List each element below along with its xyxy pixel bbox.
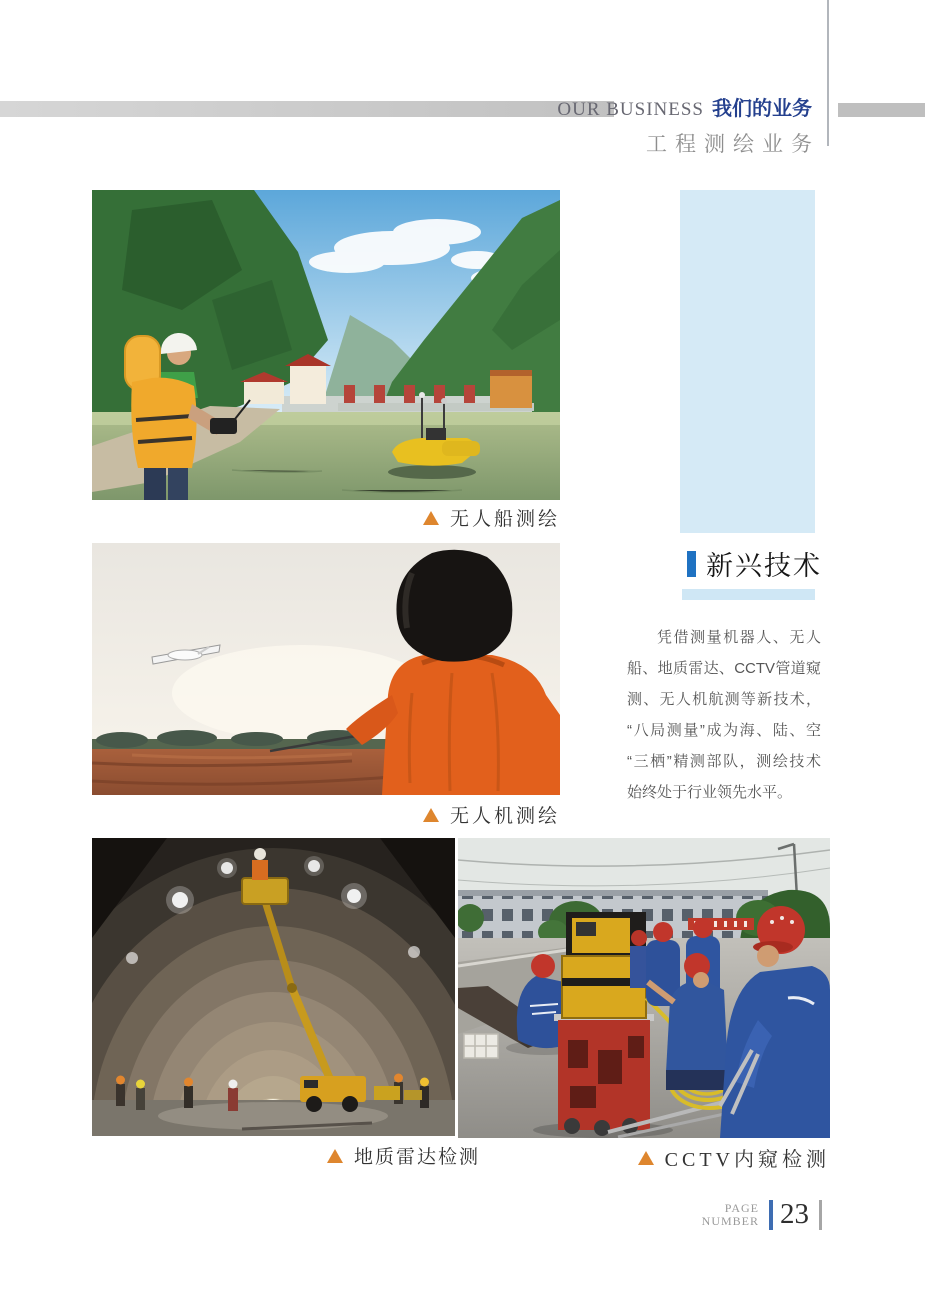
- sidebar-lightblue-panel: [680, 190, 815, 533]
- caption-text: CCTV内窥检测: [664, 1149, 830, 1171]
- caption-tunnel-radar: [327, 1142, 480, 1169]
- page-footer: [702, 1198, 822, 1231]
- caption-cctv: [638, 1143, 830, 1172]
- caption-triangle-icon: [423, 808, 439, 822]
- header-title-zh: 我们的业务: [712, 98, 812, 120]
- tunnel-illustration: [92, 838, 455, 1136]
- paragraph-line: 始终处于行业领先水平。: [627, 784, 793, 801]
- page-header: [557, 92, 820, 158]
- unmanned-boat-illustration: [92, 190, 560, 500]
- uav-photo: [92, 543, 560, 795]
- paragraph-line: “三栖”精测部队，测绘技术: [627, 753, 821, 770]
- paragraph-line: 船、地质雷达、CCTV管道窥: [627, 660, 821, 677]
- caption-uav: [423, 801, 560, 828]
- header-gray-band-left: [0, 101, 614, 117]
- cctv-inspection-photo: [458, 838, 830, 1138]
- header-subtitle: 工程测绘业务: [646, 133, 820, 156]
- unmanned-boat-photo: [92, 190, 560, 500]
- caption-unmanned-boat: [423, 504, 560, 531]
- footer-blue-bar: [769, 1200, 773, 1230]
- footer-label-number: NUMBER: [701, 1213, 759, 1228]
- section-paragraph: [627, 622, 821, 808]
- page-number: 23: [780, 1198, 809, 1230]
- caption-triangle-icon: [423, 511, 439, 525]
- header-vertical-divider: [827, 0, 829, 146]
- footer-gray-bar: [819, 1200, 822, 1230]
- paragraph-line: 测、无人机航测等新技术，: [627, 691, 821, 708]
- paragraph-line: 凭借测量机器人、无人: [657, 629, 821, 646]
- caption-triangle-icon: [638, 1151, 654, 1165]
- footer-label-page: PAGE: [724, 1200, 759, 1215]
- header-gray-band-right: [838, 103, 925, 117]
- uav-illustration: [92, 543, 560, 795]
- tunnel-radar-photo: [92, 838, 455, 1136]
- caption-text: 无人机测绘: [449, 806, 560, 827]
- caption-text: 无人船测绘: [449, 509, 560, 530]
- title-bullet-icon: [687, 551, 696, 577]
- caption-triangle-icon: [327, 1149, 343, 1163]
- title-underline-bar: [682, 589, 815, 600]
- caption-text: 地质雷达检测: [353, 1147, 480, 1168]
- section-title-row: [687, 544, 822, 583]
- section-title-text: 新兴技术: [706, 551, 822, 581]
- page-number-label: [702, 1202, 759, 1228]
- paragraph-line: “八局测量”成为海、陆、空: [627, 722, 821, 739]
- cctv-illustration: [458, 838, 830, 1138]
- header-title-en: OUR BUSINESS: [557, 99, 704, 120]
